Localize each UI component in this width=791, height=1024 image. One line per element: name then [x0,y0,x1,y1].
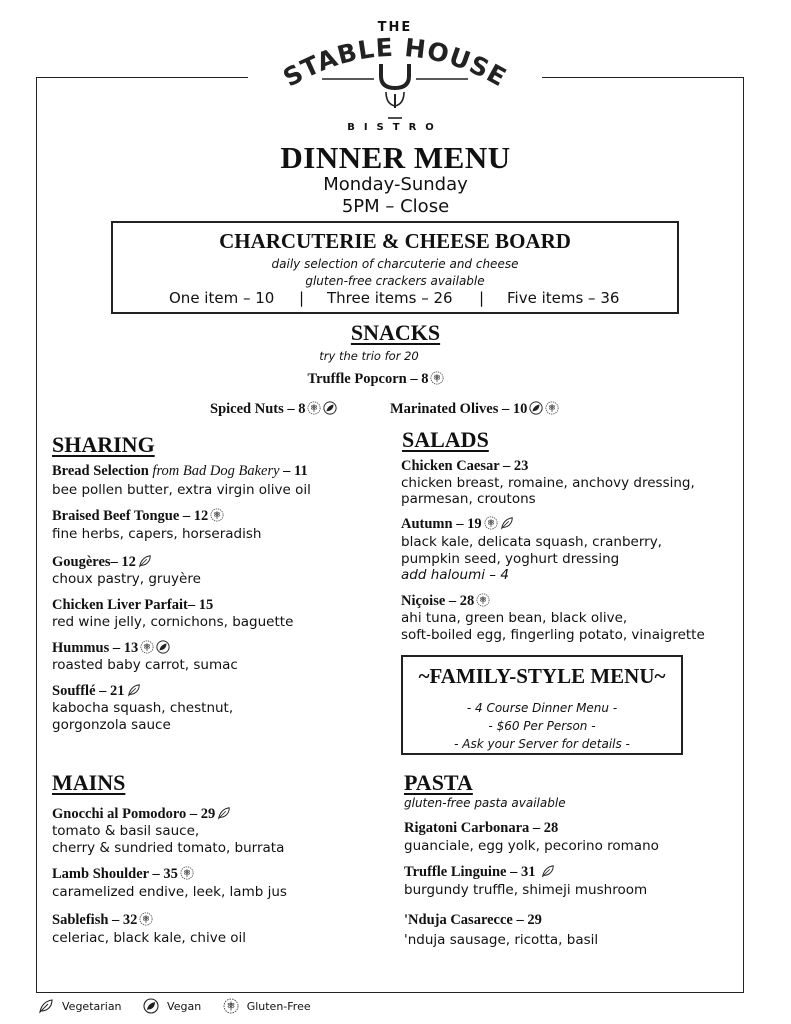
menu-item-title: Soufflé – 21 [52,683,141,700]
menu-item-description: fine herbs, capers, horseradish [52,526,262,542]
logo-the: THE [377,20,413,35]
leaf-icon [217,806,231,820]
menu-item-description: kabocha squash, chestnut, [52,700,234,716]
menu-item-title: Gougères– 12 [52,554,152,571]
logo-name: STABLE HOUSE [278,32,512,93]
family-style-courses: - 4 Course Dinner Menu - [466,701,618,715]
charcuterie-box [111,221,679,314]
gluten-free-icon [484,516,498,530]
family-style-note: - Ask your Server for details - [454,737,630,751]
gluten-free-icon [140,640,154,654]
menu-item-description: bee pollen butter, extra virgin olive oil [52,482,311,498]
sharing-heading: SHARING [52,432,155,457]
menu-item-description: soft-boiled egg, fingerling potato, vinaigrette [401,627,705,643]
menu-item-description: roasted baby carrot, sumac [52,657,238,673]
gluten-free-icon [210,508,224,522]
legend-gluten-free: Gluten-Free [246,1000,311,1013]
menu-item-description: chicken breast, romaine, anchovy dressing, [401,475,695,491]
logo-graphic [270,30,520,125]
menu-item-title: Rigatoni Carbonara – 28 [404,820,559,836]
price-separator: | [299,289,305,307]
snacks-note: try the trio for 20 [319,349,419,363]
menu-item-description: red wine jelly, cornichons, baguette [52,614,294,630]
menu-item-description: 'nduja sausage, ricotta, basil [404,932,599,948]
leaf-icon [38,998,54,1014]
family-style-box [401,655,683,755]
menu-item-title: Braised Beef Tongue – 12 [52,508,224,525]
menu-item-title: Bread Selection from Bad Dog Bakery – 11 [52,463,308,479]
svg-text:STABLE HOUSE [278,33,511,93]
legend-vegetarian: Vegetarian [62,1000,122,1013]
family-style-title: ~FAMILY-STYLE MENU~ [418,664,666,688]
logo [270,18,520,136]
pasta-heading: PASTA [404,770,473,795]
menu-item-title: Autumn – 19 [401,516,514,533]
gluten-free-icon [307,401,321,415]
menu-item-description: pumpkin seed, yoghurt dressing [401,551,620,567]
menu-item-title: Hummus – 13 [52,640,170,657]
leaf-icon [138,554,152,568]
family-style-price: - $60 Per Person - [488,719,596,733]
snack-item: Spiced Nuts – 8 [210,401,337,418]
vegan-icon [143,998,159,1014]
menu-item-description: tomato & basil sauce, [52,823,200,839]
frame-top-right-line [542,77,744,78]
gluten-free-icon [476,593,490,607]
vegan-icon [529,401,543,415]
menu-item-title: Gnocchi al Pomodoro – 29 [52,806,231,823]
menu-item-title: Chicken Caesar – 23 [401,458,529,474]
gluten-free-icon [180,866,194,880]
gluten-free-icon [139,912,153,926]
leaf-icon [127,683,141,697]
charcuterie-title: CHARCUTERIE & CHEESE BOARD [219,229,571,253]
menu-item-description: ahi tuna, green bean, black olive, [401,610,628,626]
menu-item-title: 'Nduja Casarecce – 29 [404,912,542,928]
menu-item-description: choux pastry, gruyère [52,571,201,587]
gluten-free-icon [223,998,239,1014]
logo-bistro: BISTRO [347,122,443,133]
frame-top-left-line [36,77,248,78]
charcuterie-description: daily selection of charcuterie and cheese [271,257,519,271]
menu-item-title: Lamb Shoulder – 35 [52,866,194,883]
price-separator: | [479,289,485,307]
menu-item-title: Sablefish – 32 [52,912,153,929]
menu-hours: 5PM – Close [341,196,450,217]
snack-item: Marinated Olives – 10 [390,401,559,418]
snacks-heading: SNACKS [350,320,441,345]
icon-legend [38,998,329,1015]
menu-item-title: Truffle Linguine – 31 [404,864,555,881]
leaf-icon [500,516,514,530]
price-five-items: Five items – 36 [507,289,620,307]
salads-heading: SALADS [402,427,489,452]
mains-heading: MAINS [52,770,126,795]
menu-item-description: cherry & sundried tomato, burrata [52,840,285,856]
menu-item-description: parmesan, croutons [401,491,536,507]
menu-item-title: Chicken Liver Parfait– 15 [52,597,214,613]
gluten-free-icon [430,371,444,385]
page-title: DINNER MENU [280,140,511,175]
pasta-note: gluten-free pasta available [404,796,566,810]
menu-item-addon: add haloumi – 4 [401,567,509,583]
vegan-icon [323,401,337,415]
menu-item-description: caramelized endive, leek, lamb jus [52,884,287,900]
price-one-item: One item – 10 [169,289,275,307]
menu-item-description: celeriac, black kale, chive oil [52,930,247,946]
horseshoe-icon [381,64,409,108]
menu-item-description: burgundy truffle, shimeji mushroom [404,882,648,898]
legend-vegan: Vegan [167,1000,202,1013]
leaf-icon [541,864,555,878]
price-three-items: Three items – 26 [327,289,453,307]
menu-item-description: guanciale, egg yolk, pecorino romano [404,838,659,854]
snack-item: Truffle Popcorn – 8 [0,371,752,388]
charcuterie-note: gluten-free crackers available [305,274,485,288]
vegan-icon [156,640,170,654]
gluten-free-icon [545,401,559,415]
menu-item-title: Niçoise – 28 [401,593,490,610]
menu-item-description: gorgonzola sauce [52,717,171,733]
menu-item-description: black kale, delicata squash, cranberry, [401,534,662,550]
menu-days: Monday-Sunday [323,174,468,195]
